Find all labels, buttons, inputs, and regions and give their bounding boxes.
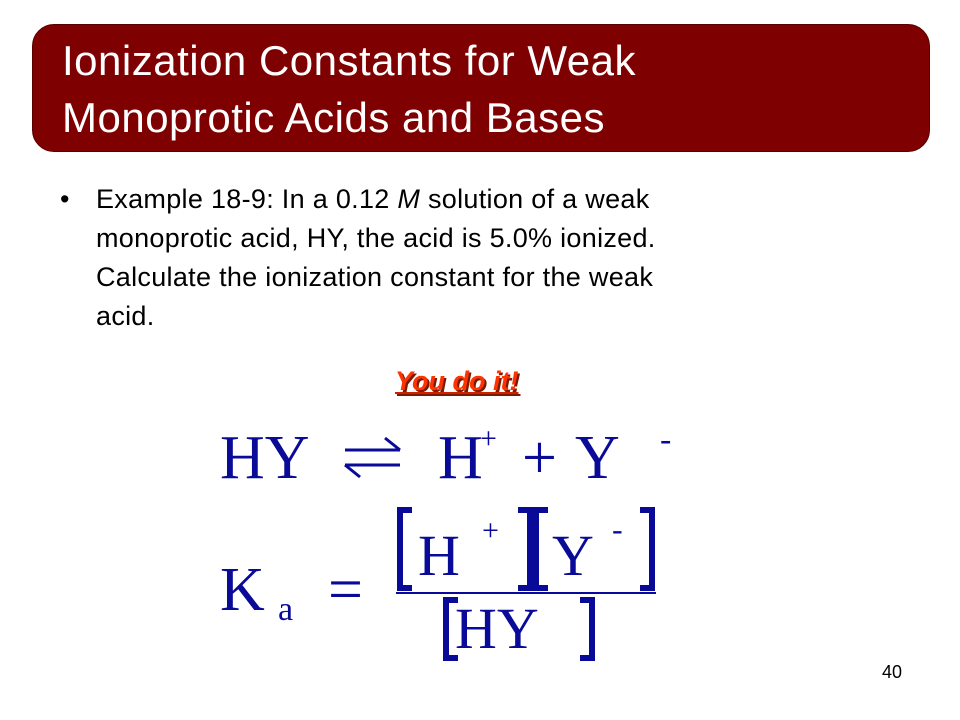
example-line-4: acid.: [96, 301, 155, 331]
reactant-hy: HY: [220, 424, 310, 492]
example-text: [96, 180, 876, 336]
equilibrium-arrow-icon: [345, 438, 400, 477]
product-y-charge: -: [660, 421, 672, 458]
numerator-h: H: [418, 523, 460, 588]
formula-graphic: [200, 410, 700, 670]
bullet-marker: •: [60, 184, 70, 214]
ka-subscript: a: [278, 591, 294, 628]
numerator-h-charge: +: [482, 514, 499, 547]
example-line-1-post: solution of a weak: [420, 184, 650, 214]
example-line-1-pre: Example 18-9: In a 0.12: [96, 184, 398, 214]
slide-title-line-2: Monoprotic Acids and Bases: [62, 94, 605, 141]
page-number: 40: [882, 662, 903, 682]
product-h: H: [438, 424, 483, 492]
example-line-2: monoprotic acid, HY, the acid is 5.0% ionized.: [96, 223, 656, 253]
ka-k: K: [220, 556, 265, 624]
slide-title-line-1: Ionization Constants for Weak: [62, 37, 637, 84]
example-line-1: [96, 180, 876, 219]
molarity-unit: M: [397, 184, 421, 214]
plus-sign: +: [522, 424, 557, 492]
example-line-3: Calculate the ionization constant for the weak: [96, 262, 654, 292]
numerator-y-charge: -: [612, 511, 623, 547]
ka-equals: =: [328, 556, 363, 624]
numerator-y: Y: [552, 523, 594, 588]
you-do-it-prompt: You do it!: [395, 366, 519, 396]
product-y: Y: [575, 424, 620, 492]
product-h-charge: +: [480, 422, 497, 455]
denominator-hy: HY: [455, 596, 539, 661]
